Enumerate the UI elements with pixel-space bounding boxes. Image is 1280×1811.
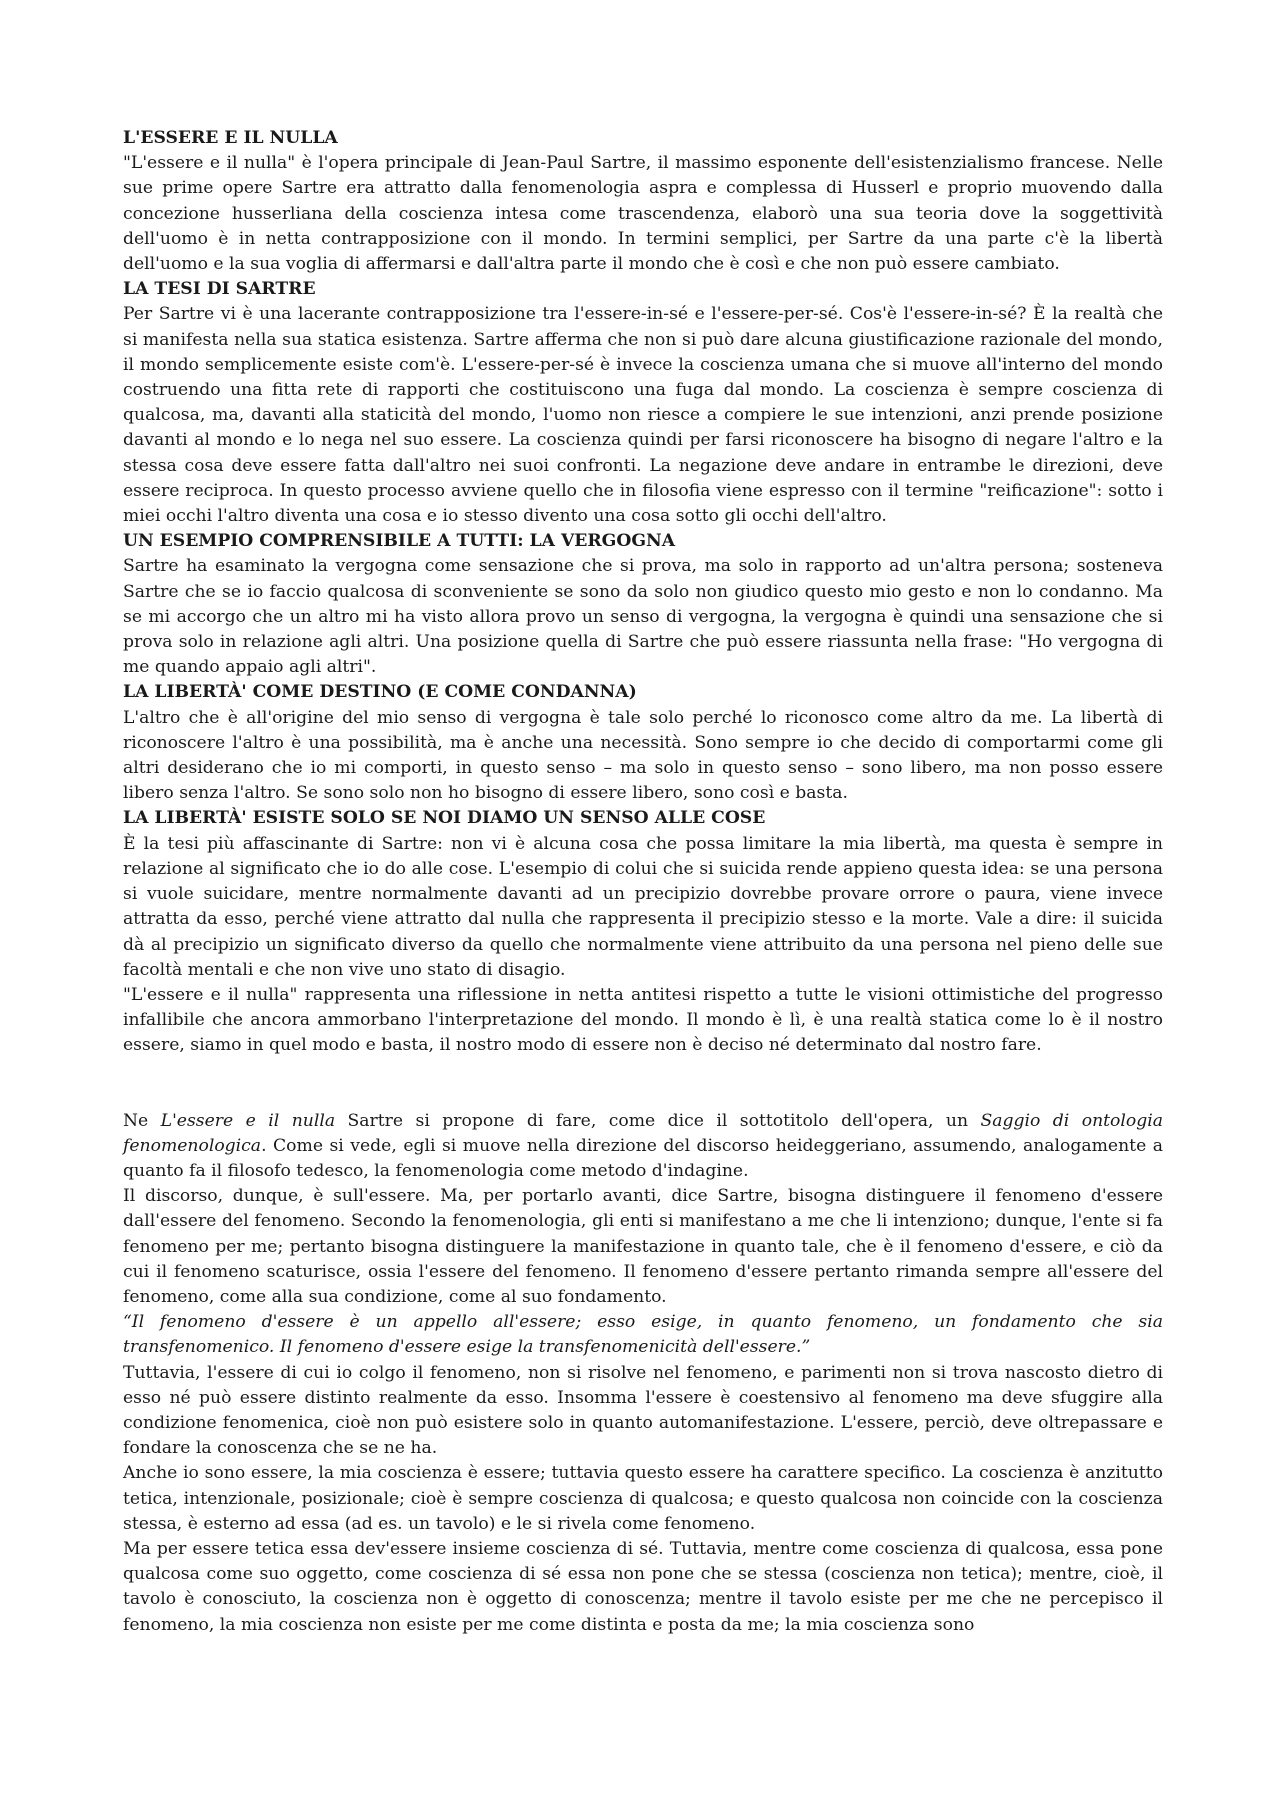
paragraph: Il discorso, dunque, è sull'essere. Ma, per portarlo avanti, dice Sartre, bisogna distinguere il fenomeno d'essere dall'essere del fenomeno. Secondo la fenomenologia, gli enti si manifestano a me che li intenziono; dunque, l'ente si fa fenomeno per me; pertanto bisogna distinguere la manifestazione in quanto tale, che è il fenomeno d'essere, e ciò da cui il fenomeno scaturisce, ossia l'essere del fenomeno. Il fenomeno d'essere pertanto rimanda sempre all'essere del fenomeno, come alla sua condizione, come al suo fondamento. <box>123 1186 1163 1307</box>
book-title: L'essere e il nulla <box>160 1110 336 1131</box>
heading-liberta-destino: LA LIBERTÀ' COME DESTINO (E COME CONDANNA) <box>123 682 637 703</box>
paragraph: Ma per essere tetica essa dev'essere insieme coscienza di sé. Tuttavia, mentre come coscienza di qualcosa, essa pone qualcosa come suo oggetto, come coscienza di sé essa non pone che se stessa (coscienza non tetica); mentre, cioè, il tavolo è conosciuto, la coscienza non è oggetto di conoscenza; mentre il tavolo esiste per me che ne percepisco il fenomeno, la mia coscienza non esiste per me come distinta e posta da me; la mia coscienza sono <box>123 1538 1163 1635</box>
heading-tesi-sartre: LA TESI DI SARTRE <box>123 279 316 300</box>
subtitle-title: Saggio di ontologia fenomenologica <box>123 1110 1163 1156</box>
section-gap <box>123 1059 1163 1109</box>
paragraph: Anche io sono essere, la mia coscienza è essere; tuttavia questo essere ha carattere specifico. La coscienza è anzitutto tetica, intenzionale, posizionale; cioè è sempre coscienza di qualcosa; e questo qualcosa non coincide con la coscienza stessa, è esterno ad essa (ad es. un tavolo) e le si rivela come fenomeno. <box>123 1463 1163 1534</box>
paragraph: "L'essere e il nulla" rappresenta una riflessione in netta antitesi rispetto a tutte le visioni ottimistiche del progresso infallibile che ancora ammorbano l'interpretazione del mondo. Il mondo è lì, è una realtà statica come lo è il nostro essere, siamo in quel modo e basta, il nostro modo di essere non è deciso né determinato dal nostro fare. <box>123 984 1163 1056</box>
text-run: Sartre si propone di fare, come dice il sottotitolo dell'opera, un <box>335 1110 981 1131</box>
heading-liberta-senso: LA LIBERTÀ' ESISTE SOLO SE NOI DIAMO UN SENSO ALLE COSE <box>123 808 766 829</box>
intro-paragraph <box>123 1109 1163 1185</box>
paragraph: Sartre ha esaminato la vergogna come sensazione che si prova, ma solo in rapporto ad un'altra persona; sosteneva Sartre che se io faccio qualcosa di sconveniente se sono da solo non giudico questo mio gesto e non lo condanno. Ma se mi accorgo che un altro mi ha visto allora provo un senso di vergogna, la vergogna è quindi una sensazione che si prova solo in relazione agli altri. Una posizione quella di Sartre che può essere riassunta nella frase: "Ho vergogna di me quando appaio agli altri". <box>123 556 1163 678</box>
paragraph: Tuttavia, l'essere di cui io colgo il fenomeno, non si risolve nel fenomeno, e parimenti non si trova nascosto dietro di esso né può essere distinto realmente da esso. Insomma l'essere è coestensivo al fenomeno ma deve sfuggire alla condizione fenomenica, cioè non può esistere solo in quanto automanifestazione. L'essere, perciò, deve oltrepassare e fondare la conoscenza che se ne ha. <box>123 1362 1163 1459</box>
heading-vergogna: UN ESEMPIO COMPRENSIBILE A TUTTI: LA VERGOGNA <box>123 531 676 552</box>
quote: “Il fenomeno d'essere è un appello all'essere; esso esige, in quanto fenomeno, un fondamento che sia transfenomenico. Il fenomeno d'essere esige la transfenomenicità dell'essere.” <box>123 1312 1163 1358</box>
paragraph: "L'essere e il nulla" è l'opera principale di Jean-Paul Sartre, il massimo esponente dell'esistenzialismo francese. Nelle sue prime opere Sartre era attratto dalla fenomenologia aspra e complessa di Husserl e proprio muovendo dalla concezione husserliana della coscienza intesa come trascendenza, elaborò una sua teoria dove la soggettività dell'uomo è in netta contrapposizione con il mondo. In termini semplici, per Sartre da una parte c'è la libertà dell'uomo e la sua voglia di affermarsi e dall'altra parte il mondo che è così e che non può essere cambiato. <box>123 153 1163 275</box>
paragraph: È la tesi più affascinante di Sartre: non vi è alcuna cosa che possa limitare la mia libertà, ma questa è sempre in relazione al significato che io do alle cose. L'esempio di colui che si suicida rende appieno questa idea: se una persona si vuole suicidare, mentre normalmente davanti ad un precipizio dovrebbe provare orrore o paura, viene invece attratta da esso, perché viene attratto dal nulla che rappresenta il precipizio stesso e la morte. Vale a dire: il suicida dà al precipizio un significato diverso da quello che normalmente viene attribuito da una persona nel pieno delle sue facoltà mentali e che non vive uno stato di disagio. <box>123 833 1163 980</box>
heading-essere-nulla: L'ESSERE E IL NULLA <box>123 128 338 148</box>
document-page <box>123 126 1163 1638</box>
paragraph: L'altro che è all'origine del mio senso di vergogna è tale solo perché lo riconosco come altro da me. La libertà di riconoscere l'altro è una possibilità, ma è anche una necessità. Sono sempre io che decido di comportarmi come gli altri desiderano che io mi comporti, in questo senso – ma solo in questo senso – sono libero, ma non posso essere libero senza l'altro. Se sono solo non ho bisogno di essere libero, sono così e basta. <box>123 707 1163 804</box>
text-run: Ne <box>123 1110 161 1131</box>
text-run: . Come si vede, egli si muove nella direzione del discorso heideggeriano, assumendo, analogamente a quanto fa il filosofo tedesco, la fenomenologia come metodo d'indagine. <box>123 1135 1163 1181</box>
paragraph: Per Sartre vi è una lacerante contrapposizione tra l'essere-in-sé e l'essere-per-sé. Cos'è l'essere-in-sé? È la realtà che si manifesta nella sua statica esistenza. Sartre afferma che non si può dare alcuna giustificazione razionale del mondo, il mondo semplicemente esiste com'è. L'essere-per-sé è invece la coscienza umana che si muove all'interno del mondo costruendo una fitta rete di rapporti che costituiscono una fuga dal mondo. La coscienza è sempre coscienza di qualcosa, ma, davanti alla staticità del mondo, l'uomo non riesce a compiere le sue intenzioni, anzi prende posizione davanti al mondo e lo nega nel suo essere. La coscienza quindi per farsi riconoscere ha bisogno di negare l'altro e la stessa cosa deve essere fatta dall'altro nei suoi confronti. La negazione deve andare in entrambe le direzioni, deve essere reciproca. In questo processo avviene quello che in filosofia viene espresso con il termine "reificazione": sotto i miei occhi l'altro diventa una cosa e io stesso divento una cosa sotto gli occhi dell'altro. <box>123 304 1163 527</box>
